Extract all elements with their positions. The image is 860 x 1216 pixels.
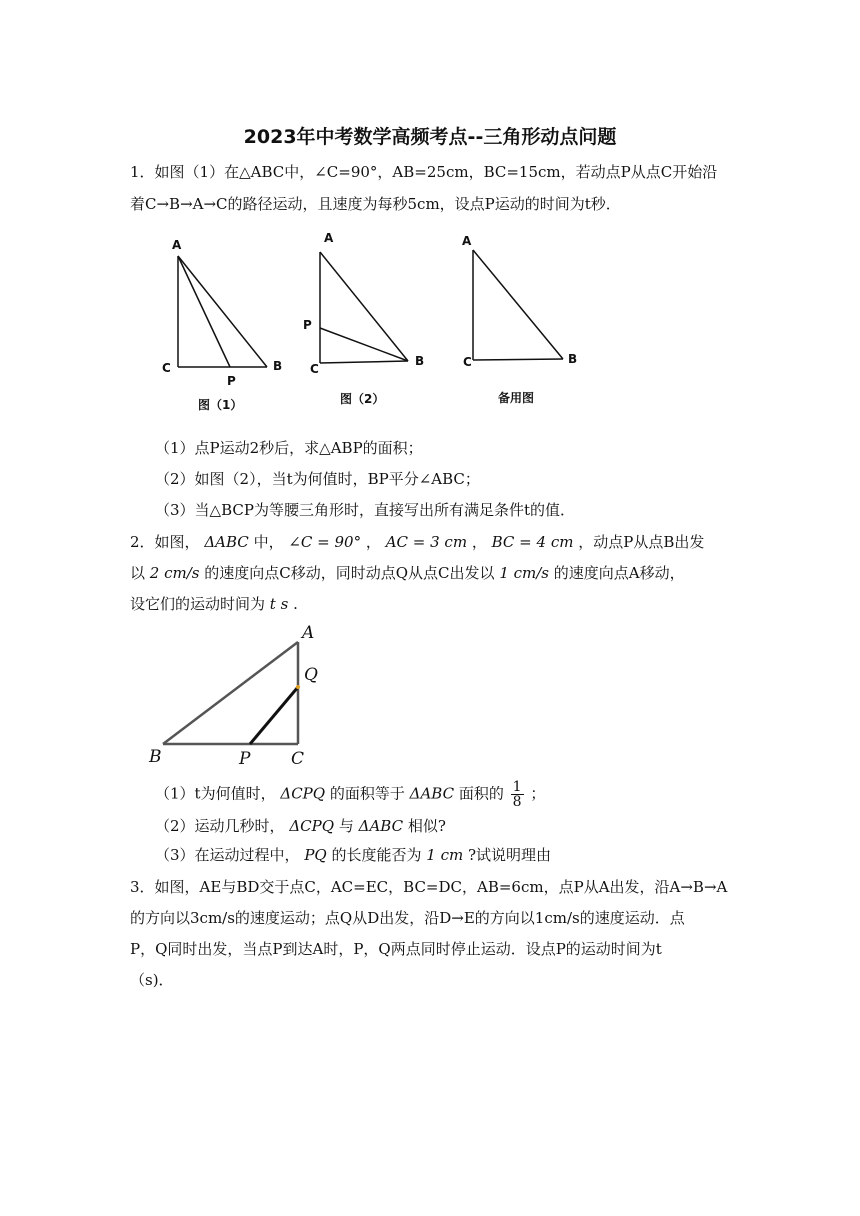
q1-figure-backup bbox=[462, 234, 577, 405]
q2-l1-bc: BC = 4 cm bbox=[491, 533, 574, 551]
q1-figures bbox=[150, 225, 600, 420]
q2-sub-1 bbox=[155, 780, 545, 809]
q2-l2-a: 以 bbox=[130, 564, 146, 582]
fig2-label-c: C bbox=[310, 362, 319, 376]
q2-l1-a: 2．如图， bbox=[130, 533, 200, 551]
q2-figure bbox=[140, 620, 340, 770]
q2-s3-c: 的长度能否为 bbox=[331, 846, 422, 864]
q2-l1-ac: AC = 3 cm bbox=[385, 533, 468, 551]
q1-sub-1: （1）点P运动2秒后，求△ABP的面积； bbox=[155, 439, 423, 457]
q2-l3-time: t s bbox=[269, 595, 289, 613]
q2-l1-c: 中， bbox=[253, 533, 284, 551]
q2-s3-e: ?试说明理由 bbox=[468, 846, 552, 864]
q3-text-line-3: P，Q同时出发，当点P到达A时，P，Q两点同时停止运动．设点P的运动时间为t bbox=[130, 940, 662, 958]
q2-l2-speed-q: 1 cm/s bbox=[499, 564, 549, 582]
q2-label-q: Q bbox=[304, 665, 318, 685]
q1-figure-2 bbox=[303, 231, 424, 406]
q2-s3-pq: PQ bbox=[304, 846, 327, 864]
q2-sub-3 bbox=[155, 845, 551, 865]
q2-label-c: C bbox=[291, 749, 305, 769]
fraction-denominator: 8 bbox=[512, 794, 522, 810]
q2-s2-c: 与 bbox=[338, 817, 354, 835]
fraction-numerator: 1 bbox=[512, 779, 522, 795]
q3-text-line-2: 的方向以3cm/s的速度运动；点Q从D出发，沿D→E的方向以1cm/s的速度运动．点 bbox=[130, 909, 685, 927]
q2-l2-c: 的速度向点C移动，同时动点Q从点C出发以 bbox=[204, 564, 495, 582]
q2-l1-triangle: ΔABC bbox=[204, 533, 249, 551]
fig3-label-a: A bbox=[462, 234, 472, 248]
q2-text-line-3 bbox=[130, 594, 298, 614]
q2-s2-a: （2）运动几秒时， bbox=[155, 817, 285, 835]
q3-text-line-1: 3．如图，AE与BD交于点C，AC=EC，BC=DC，AB=6cm，点P从A出发，沿A→B→A bbox=[130, 878, 728, 896]
fig2-label-b: B bbox=[415, 354, 425, 368]
q2-label-a: A bbox=[302, 623, 315, 643]
fig2-label-a: A bbox=[324, 231, 334, 245]
q1-sub-3: （3）当△BCP为等腰三角形时，直接写出所有满足条件t的值． bbox=[155, 501, 575, 519]
fig1-label-a: A bbox=[172, 238, 182, 252]
q2-l1-sep2: ， bbox=[471, 533, 487, 551]
fig2-caption: 图（2） bbox=[340, 392, 385, 406]
q2-s3-a: （3）在运动过程中， bbox=[155, 846, 300, 864]
q1-text-line-2: 着C→B→A→C的路径运动，且速度为每秒5cm，设点P运动的时间为t秒． bbox=[130, 195, 621, 213]
q2-s2-abc: ΔABC bbox=[358, 817, 404, 835]
q2-s1-fraction bbox=[511, 780, 524, 809]
q2-text-line-2 bbox=[130, 563, 685, 583]
fig1-caption: 图（1） bbox=[198, 398, 243, 412]
q2-l3-a: 设它们的运动时间为 bbox=[130, 595, 266, 613]
fig3-label-b: B bbox=[568, 352, 578, 366]
q2-l1-sep1: ， bbox=[365, 533, 381, 551]
q2-s1-cpq: ΔCPQ bbox=[280, 784, 326, 803]
q1-sub-2: （2）如图（2），当t为何值时，BP平分∠ABC； bbox=[155, 470, 480, 488]
q2-s1-a: （1）t为何值时， bbox=[155, 784, 276, 803]
q2-s1-abc: ΔABC bbox=[409, 784, 455, 803]
q3-text-line-4: （s)． bbox=[130, 971, 174, 989]
fig1-label-p: P bbox=[227, 374, 236, 388]
fig3-caption: 备用图 bbox=[498, 391, 535, 405]
page-title: 2023年中考数学高频考点--三角形动点问题 bbox=[243, 126, 617, 148]
q2-text-line-1 bbox=[130, 532, 704, 552]
q2-l2-e: 的速度向点A移动， bbox=[553, 564, 685, 582]
q2-s2-e: 相似? bbox=[407, 817, 446, 835]
q2-l1-angle: ∠C = 90° bbox=[288, 533, 362, 551]
q2-s1-c: 的面积等于 bbox=[329, 784, 405, 803]
q2-s2-cpq: ΔCPQ bbox=[289, 817, 335, 835]
fig3-label-c: C bbox=[463, 355, 472, 369]
q2-l2-speed-p: 2 cm/s bbox=[149, 564, 200, 582]
fig1-label-c: C bbox=[162, 361, 171, 375]
q2-l3-c: . bbox=[293, 595, 298, 613]
q1-text-line-1: 1．如图（1）在△ABC中，∠C=90°，AB=25cm，BC=15cm，若动点P从点C开始沿 bbox=[130, 163, 718, 181]
q2-label-b: B bbox=[149, 747, 162, 767]
fig2-label-p: P bbox=[303, 318, 312, 332]
q2-s3-len: 1 cm bbox=[426, 846, 464, 864]
q1-figure-1 bbox=[162, 238, 282, 412]
fig1-label-b: B bbox=[273, 359, 283, 373]
q2-l1-i: ，动点P从点B出发 bbox=[578, 533, 705, 551]
q2-label-p: P bbox=[239, 749, 251, 769]
q2-s1-e: 面积的 bbox=[458, 784, 504, 803]
q2-sub-2 bbox=[155, 816, 446, 836]
q2-s1-f: ； bbox=[530, 784, 546, 803]
